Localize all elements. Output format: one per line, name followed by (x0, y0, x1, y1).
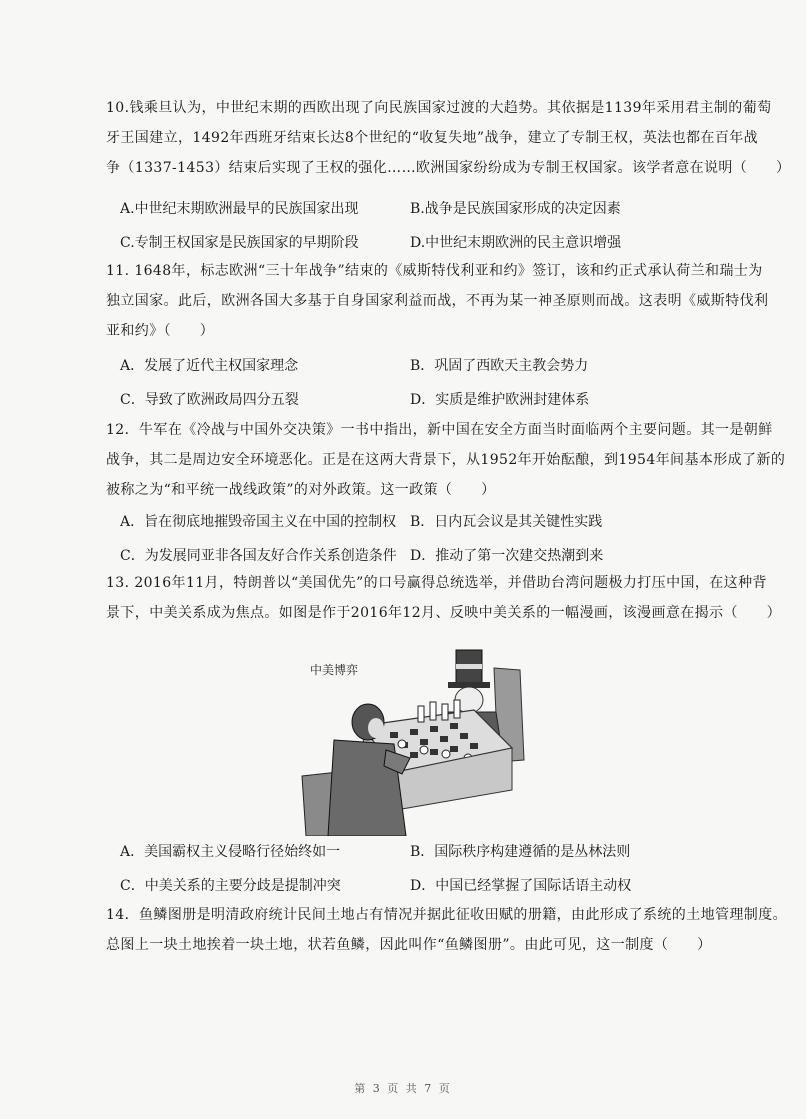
option-d: D.中世纪末期欧洲的民主意识增强 (410, 235, 622, 251)
question-13 (106, 568, 782, 628)
option-c: C.专制王权国家是民族国家的早期阶段 (120, 235, 359, 251)
option-a: A.中世纪末期欧洲最早的民族国家出现 (120, 201, 359, 217)
option-b: B.战争是民族国家形成的决定因素 (410, 201, 621, 217)
option-a: A．发展了近代主权国家理念 (120, 358, 299, 374)
question-12-line-2: 战争，其二是周边安全环境恶化。正是在这两大背景下，从1952年开始酝酿，到1954年间基本形成了新的 (106, 452, 786, 468)
question-13-line-2: 景下，中美关系成为焦点。如图是作于2016年12月、反映中美关系的一幅漫画，该漫画意在揭示（ ） (106, 605, 782, 621)
question-12-line-3: 被称之为“和平统一战线政策”的对外政策。这一政策（ ） (106, 482, 496, 498)
question-13-options (120, 835, 760, 903)
option-d: D．推动了第一次建交热潮到来 (410, 548, 604, 564)
cartoon-caption: 中美博弈 (310, 663, 359, 677)
option-c: C．中美关系的主要分歧是提制冲突 (120, 878, 341, 894)
option-c: C．导致了欧洲政局四分五裂 (120, 392, 299, 408)
question-14 (106, 900, 788, 960)
question-11-options (120, 349, 760, 417)
cartoon-image (298, 640, 530, 836)
question-10 (106, 93, 791, 183)
question-12 (106, 415, 786, 505)
question-10-line-2: 牙王国建立，1492年西班牙结束长达8个世纪的“收复失地”战争，建立了专制王权，英法也都在百年战 (106, 130, 759, 146)
question-10-line-3: 争（1337-1453）结束后实现了王权的强化……欧洲国家纷纷成为专制王权国家。该学者意在说明（ ） (106, 160, 791, 176)
page-footer: 第 3 页 共 7 页 (354, 1082, 452, 1095)
option-a: A．旨在彻底地摧毁帝国主义在中国的控制权 (120, 514, 397, 530)
option-d: D．中国已经掌握了国际话语主动权 (410, 878, 632, 894)
question-11-line-3: 亚和约》（ ） (106, 323, 215, 339)
option-a: A．美国霸权主义侵略行径始终如一 (120, 844, 341, 860)
question-11-line-1: 11. 1648年，标志欧洲“三十年战争”结束的《威斯特伐利亚和约》签订，该和约正式承认荷兰和瑞士为 (106, 263, 763, 279)
question-12-line-1: 12．牛军在《冷战与中国外交决策》一书中指出，新中国在安全方面当时面临两个主要问题。其一是朝鲜 (106, 422, 773, 438)
question-10-line-1: 10.钱乘旦认为，中世纪末期的西欧出现了向民族国家过渡的大趋势。其依据是1139年采用君主制的葡萄 (106, 100, 772, 116)
chess-cartoon-illustration (298, 640, 530, 836)
option-b: B．巩固了西欧天主教会势力 (410, 358, 589, 374)
option-b: B．日内瓦会议是其关键性实践 (410, 514, 603, 530)
option-c: C．为发展同亚非各国友好合作关系创造条件 (120, 548, 397, 564)
question-14-line-1: 14．鱼鳞图册是明清政府统计民间土地占有情况并据此征收田赋的册籍，由此形成了系统的土地管理制度。 (106, 907, 788, 923)
option-d: D．实质是维护欧洲封建体系 (410, 392, 590, 408)
question-11 (106, 256, 769, 346)
question-11-line-2: 独立国家。此后，欧洲各国大多基于自身国家利益而战，不再为某一神圣原则而战。这表明《威斯特伐利 (106, 293, 769, 309)
question-10-options (120, 192, 760, 260)
question-12-options (120, 505, 760, 573)
question-14-line-2: 总图上一块土地挨着一块土地，状若鱼鳞，因此叫作“鱼鳞图册”。由此可见，这一制度（ ） (106, 937, 712, 953)
option-b: B．国际秩序构建遵循的是丛林法则 (410, 844, 631, 860)
question-13-line-1: 13. 2016年11月，特朗普以“美国优先”的口号赢得总统选举，并借助台湾问题极力打压中国，在这种背 (106, 575, 767, 591)
